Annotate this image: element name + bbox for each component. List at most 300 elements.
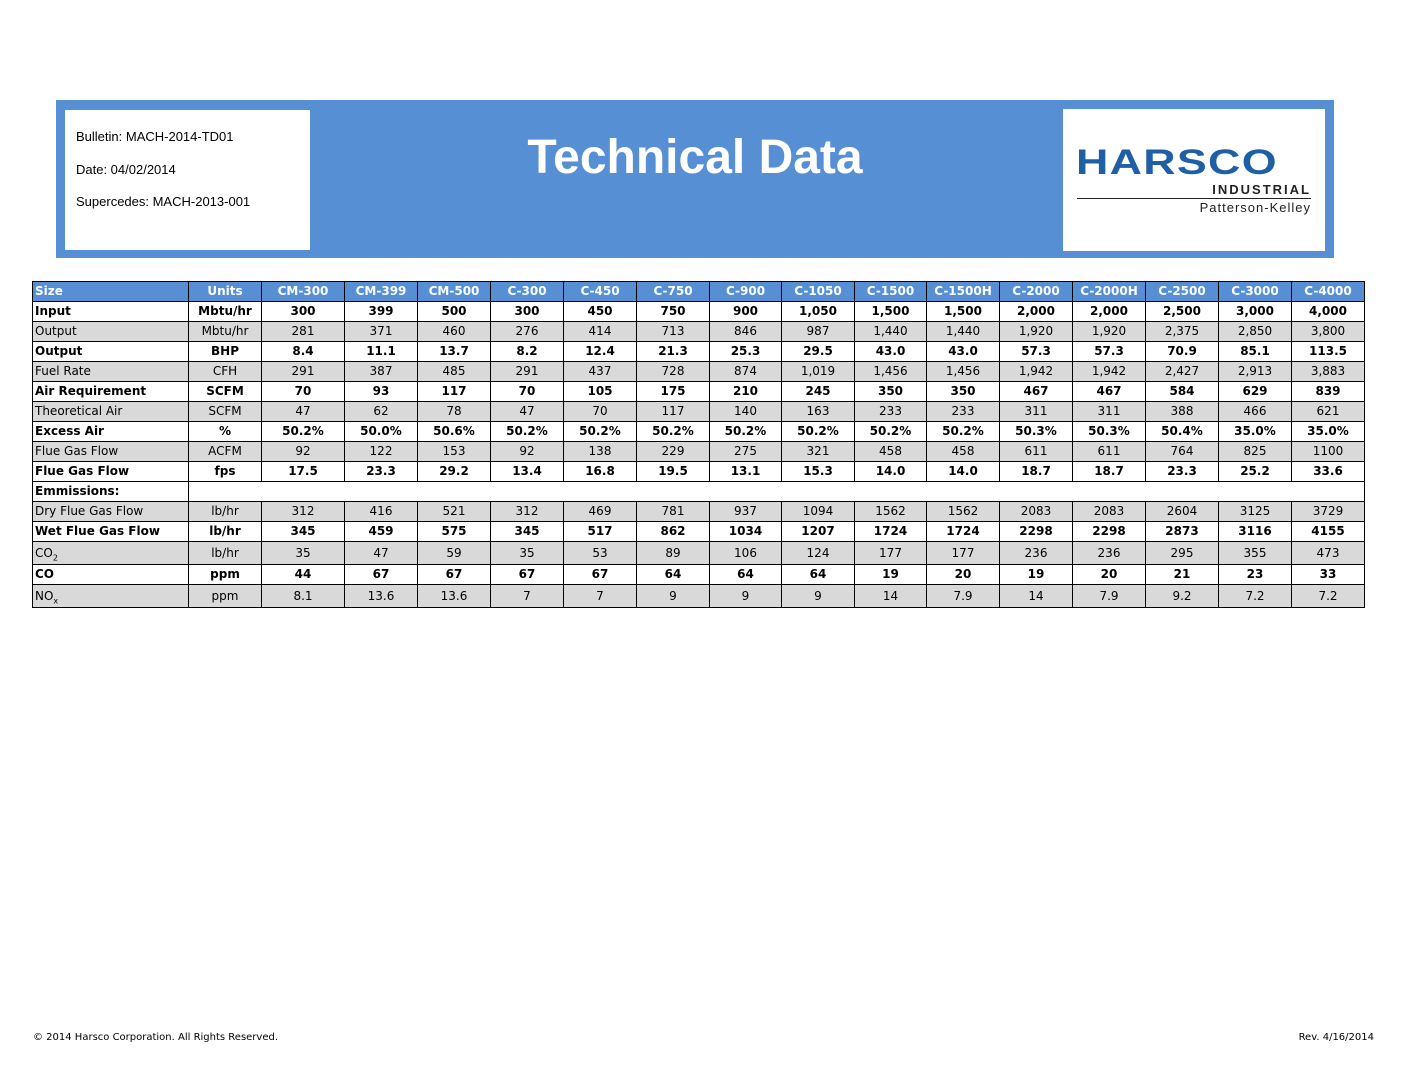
table-cell: 67 (564, 565, 637, 585)
table-cell: 14.0 (927, 462, 1000, 482)
table-cell: 8.1 (262, 585, 345, 608)
model-header: CM-399 (345, 282, 418, 302)
table-cell: 466 (1219, 402, 1292, 422)
row-label (33, 585, 189, 608)
table-row (33, 422, 1365, 442)
table-cell: 1034 (710, 522, 782, 542)
logo-wordmark: HARSCO (1076, 143, 1278, 182)
table-cell: 9 (637, 585, 710, 608)
table-cell: 311 (1000, 402, 1073, 422)
table-cell: 64 (637, 565, 710, 585)
table-cell: 521 (418, 502, 491, 522)
row-label-text: Flue Gas Flow (35, 464, 130, 478)
table-cell: 9 (710, 585, 782, 608)
size-header: Size (33, 282, 189, 302)
row-unit: SCFM (189, 382, 262, 402)
table-cell: 23.3 (345, 462, 418, 482)
bulletin-number: Bulletin: MACH-2014-TD01 (76, 129, 234, 144)
table-cell: 140 (710, 402, 782, 422)
table-cell: 14.0 (855, 462, 927, 482)
table-cell: 2,000 (1073, 302, 1146, 322)
table-cell: 236 (1000, 542, 1073, 565)
table-cell: 50.2% (710, 422, 782, 442)
table-cell: 8.2 (491, 342, 564, 362)
table-cell: 18.7 (1073, 462, 1146, 482)
table-cell: 62 (345, 402, 418, 422)
table-cell: 50.2% (637, 422, 710, 442)
table-cell: 500 (418, 302, 491, 322)
table-cell: 629 (1219, 382, 1292, 402)
logo-brand: Patterson-Kelley (1199, 200, 1311, 215)
table-cell: 14 (1000, 585, 1073, 608)
table-cell: 153 (418, 442, 491, 462)
table-cell: 67 (418, 565, 491, 585)
table-cell: 7.9 (1073, 585, 1146, 608)
table-cell: 1,920 (1000, 322, 1073, 342)
table-cell: 47 (491, 402, 564, 422)
table-cell: 20 (927, 565, 1000, 585)
table-cell: 469 (564, 502, 637, 522)
table-cell: 19.5 (637, 462, 710, 482)
table-cell: 138 (564, 442, 637, 462)
table-cell: 1562 (927, 502, 1000, 522)
table-cell: 312 (491, 502, 564, 522)
table-cell: 50.4% (1146, 422, 1219, 442)
row-unit: % (189, 422, 262, 442)
table-cell: 467 (1000, 382, 1073, 402)
table-cell: 467 (1073, 382, 1146, 402)
table-cell: 70 (262, 382, 345, 402)
table-cell: 485 (418, 362, 491, 382)
table-cell: 350 (927, 382, 1000, 402)
table-cell: 1562 (855, 502, 927, 522)
header-banner (56, 100, 1334, 258)
model-header: C-2000 (1000, 282, 1073, 302)
table-row (33, 565, 1365, 585)
table-cell: 50.2% (927, 422, 1000, 442)
table-cell: 611 (1000, 442, 1073, 462)
table-cell: 70 (564, 402, 637, 422)
row-unit: lb/hr (189, 542, 262, 565)
table-cell: 92 (491, 442, 564, 462)
table-cell: 300 (491, 302, 564, 322)
table-cell: 44 (262, 565, 345, 585)
table-cell: 16.8 (564, 462, 637, 482)
table-cell: 18.7 (1000, 462, 1073, 482)
table-cell: 50.0% (345, 422, 418, 442)
table-cell: 50.3% (1000, 422, 1073, 442)
table-cell: 437 (564, 362, 637, 382)
row-label-subscript: x (53, 596, 59, 606)
table-cell: 291 (491, 362, 564, 382)
table-cell: 345 (262, 522, 345, 542)
table-cell: 1,920 (1073, 322, 1146, 342)
table-cell: 1,440 (855, 322, 927, 342)
table-cell: 1,942 (1073, 362, 1146, 382)
table-cell: 12.4 (564, 342, 637, 362)
table-cell: 3,800 (1292, 322, 1365, 342)
table-cell: 163 (782, 402, 855, 422)
row-label-text: Theoretical Air (35, 404, 123, 418)
table-cell: 33.6 (1292, 462, 1365, 482)
row-unit: Mbtu/hr (189, 322, 262, 342)
table-cell: 7.2 (1219, 585, 1292, 608)
row-unit: lb/hr (189, 502, 262, 522)
table-cell: 14 (855, 585, 927, 608)
table-cell: 1724 (927, 522, 1000, 542)
row-label (33, 565, 189, 585)
table-cell: 764 (1146, 442, 1219, 462)
table-cell: 35 (262, 542, 345, 565)
table-cell: 92 (262, 442, 345, 462)
table-cell: 275 (710, 442, 782, 462)
table-cell: 29.2 (418, 462, 491, 482)
table-cell: 458 (927, 442, 1000, 462)
model-header: C-750 (637, 282, 710, 302)
table-cell: 50.2% (782, 422, 855, 442)
table-cell: 177 (855, 542, 927, 565)
table-cell: 106 (710, 542, 782, 565)
table-row (33, 542, 1365, 565)
emissions-label: Emmissions: (33, 482, 189, 502)
table-cell: 728 (637, 362, 710, 382)
table-cell: 11.1 (345, 342, 418, 362)
table-cell: 2604 (1146, 502, 1219, 522)
bulletin-date: Date: 04/02/2014 (76, 162, 176, 177)
model-header: C-900 (710, 282, 782, 302)
table-cell: 124 (782, 542, 855, 565)
table-cell: 388 (1146, 402, 1219, 422)
table-cell: 7.2 (1292, 585, 1365, 608)
model-header: C-1500 (855, 282, 927, 302)
table-cell: 1,500 (927, 302, 1000, 322)
table-cell: 9 (782, 585, 855, 608)
table-cell: 399 (345, 302, 418, 322)
row-label (33, 462, 189, 482)
row-label-text: CO (35, 567, 55, 581)
table-cell: 2,000 (1000, 302, 1073, 322)
row-unit: ppm (189, 565, 262, 585)
row-label-text: Excess Air (35, 424, 104, 438)
table-cell: 987 (782, 322, 855, 342)
table-cell: 839 (1292, 382, 1365, 402)
table-cell: 122 (345, 442, 418, 462)
table-cell: 750 (637, 302, 710, 322)
units-header: Units (189, 282, 262, 302)
table-cell: 355 (1219, 542, 1292, 565)
table-cell: 1,440 (927, 322, 1000, 342)
table-row (33, 462, 1365, 482)
table-cell: 900 (710, 302, 782, 322)
model-header: CM-300 (262, 282, 345, 302)
copyright-notice: © 2014 Harsco Corporation. All Rights Reserved. (33, 1032, 279, 1043)
table-cell: 291 (262, 362, 345, 382)
table-cell: 50.2% (491, 422, 564, 442)
table-cell: 21 (1146, 565, 1219, 585)
table-cell: 387 (345, 362, 418, 382)
row-label-text: Fuel Rate (35, 364, 91, 378)
table-cell: 7 (491, 585, 564, 608)
table-cell: 3116 (1219, 522, 1292, 542)
table-cell: 25.3 (710, 342, 782, 362)
table-cell: 621 (1292, 402, 1365, 422)
table-cell: 416 (345, 502, 418, 522)
table-cell: 7.9 (927, 585, 1000, 608)
table-cell: 2,427 (1146, 362, 1219, 382)
table-cell: 450 (564, 302, 637, 322)
table-cell: 23 (1219, 565, 1292, 585)
table-cell: 23.3 (1146, 462, 1219, 482)
table-cell: 210 (710, 382, 782, 402)
table-cell: 67 (491, 565, 564, 585)
table-cell: 2,850 (1219, 322, 1292, 342)
table-cell: 93 (345, 382, 418, 402)
table-cell: 414 (564, 322, 637, 342)
table-cell: 1094 (782, 502, 855, 522)
table-row (33, 302, 1365, 322)
table-cell: 59 (418, 542, 491, 565)
table-cell: 70.9 (1146, 342, 1219, 362)
row-unit: BHP (189, 342, 262, 362)
row-label (33, 322, 189, 342)
table-cell: 35.0% (1292, 422, 1365, 442)
table-row (33, 522, 1365, 542)
table-cell: 4155 (1292, 522, 1365, 542)
table-cell: 70 (491, 382, 564, 402)
model-header: C-1500H (927, 282, 1000, 302)
table-cell: 113.5 (1292, 342, 1365, 362)
table-cell: 300 (262, 302, 345, 322)
table-cell: 19 (855, 565, 927, 585)
table-cell: 15.3 (782, 462, 855, 482)
table-cell: 50.2% (262, 422, 345, 442)
table-row (33, 342, 1365, 362)
logo-divider (1077, 198, 1311, 199)
model-header: C-1050 (782, 282, 855, 302)
table-cell: 350 (855, 382, 927, 402)
table-cell: 29.5 (782, 342, 855, 362)
table-cell: 1724 (855, 522, 927, 542)
table-cell: 2,375 (1146, 322, 1219, 342)
table-cell: 13.4 (491, 462, 564, 482)
table-cell: 233 (855, 402, 927, 422)
table-cell: 229 (637, 442, 710, 462)
table-cell: 13.7 (418, 342, 491, 362)
table-cell: 874 (710, 362, 782, 382)
row-label (33, 342, 189, 362)
table-cell: 460 (418, 322, 491, 342)
table-cell: 67 (345, 565, 418, 585)
row-label (33, 502, 189, 522)
row-label (33, 302, 189, 322)
row-label (33, 522, 189, 542)
row-label-text: Flue Gas Flow (35, 444, 119, 458)
table-cell: 19 (1000, 565, 1073, 585)
table-cell: 64 (782, 565, 855, 585)
row-label (33, 402, 189, 422)
table-cell: 1,050 (782, 302, 855, 322)
table-cell: 1100 (1292, 442, 1365, 462)
logo-industrial: INDUSTRIAL (1212, 182, 1311, 197)
table-cell: 25.2 (1219, 462, 1292, 482)
model-header: C-300 (491, 282, 564, 302)
table-cell: 43.0 (927, 342, 1000, 362)
model-header: C-450 (564, 282, 637, 302)
page-title: Technical Data (527, 131, 863, 184)
table-cell: 50.6% (418, 422, 491, 442)
row-label-text: Air Requirement (35, 384, 147, 398)
table-row (33, 362, 1365, 382)
table-cell: 43.0 (855, 342, 927, 362)
row-unit: fps (189, 462, 262, 482)
row-label (33, 442, 189, 462)
table-cell: 862 (637, 522, 710, 542)
row-label-text: Output (35, 324, 77, 338)
model-header: C-2000H (1073, 282, 1146, 302)
table-cell: 4,000 (1292, 302, 1365, 322)
row-unit: ACFM (189, 442, 262, 462)
table-row (33, 402, 1365, 422)
model-header: C-4000 (1292, 282, 1365, 302)
row-label-text: CO (35, 546, 53, 560)
table-cell: 13.1 (710, 462, 782, 482)
table-cell: 2298 (1000, 522, 1073, 542)
table-cell: 321 (782, 442, 855, 462)
table-cell: 575 (418, 522, 491, 542)
table-cell: 245 (782, 382, 855, 402)
table-cell: 17.5 (262, 462, 345, 482)
table-cell: 2,500 (1146, 302, 1219, 322)
table-cell: 1,456 (855, 362, 927, 382)
row-label-text: Dry Flue Gas Flow (35, 504, 144, 518)
emissions-section-row (33, 482, 1365, 502)
table-cell: 1,942 (1000, 362, 1073, 382)
row-unit: ppm (189, 585, 262, 608)
table-cell: 117 (418, 382, 491, 402)
table-cell: 371 (345, 322, 418, 342)
table-cell: 105 (564, 382, 637, 402)
model-header: C-3000 (1219, 282, 1292, 302)
row-label (33, 362, 189, 382)
table-cell: 2083 (1073, 502, 1146, 522)
table-cell: 517 (564, 522, 637, 542)
table-cell: 117 (637, 402, 710, 422)
table-cell: 175 (637, 382, 710, 402)
row-label (33, 382, 189, 402)
table-row (33, 322, 1365, 342)
table-cell: 78 (418, 402, 491, 422)
table-cell: 825 (1219, 442, 1292, 462)
emissions-blank-cell (189, 482, 1365, 502)
row-label-text: Input (35, 304, 71, 318)
table-cell: 345 (491, 522, 564, 542)
row-unit: CFH (189, 362, 262, 382)
table-cell: 57.3 (1000, 342, 1073, 362)
table-cell: 85.1 (1219, 342, 1292, 362)
table-cell: 20 (1073, 565, 1146, 585)
table-row (33, 382, 1365, 402)
technical-data-table (32, 281, 1365, 608)
table-cell: 781 (637, 502, 710, 522)
table-cell: 459 (345, 522, 418, 542)
table-cell: 35 (491, 542, 564, 565)
table-cell: 236 (1073, 542, 1146, 565)
table-cell: 584 (1146, 382, 1219, 402)
row-label (33, 422, 189, 442)
table-cell: 2873 (1146, 522, 1219, 542)
table-cell: 53 (564, 542, 637, 565)
table-cell: 473 (1292, 542, 1365, 565)
table-cell: 846 (710, 322, 782, 342)
table-cell: 33 (1292, 565, 1365, 585)
row-unit: SCFM (189, 402, 262, 422)
table-cell: 35.0% (1219, 422, 1292, 442)
model-header: C-2500 (1146, 282, 1219, 302)
revision-note: Rev. 4/16/2014 (1298, 1032, 1374, 1043)
table-cell: 3729 (1292, 502, 1365, 522)
table-cell: 311 (1073, 402, 1146, 422)
row-label (33, 542, 189, 565)
table-cell: 47 (262, 402, 345, 422)
table-cell: 50.2% (855, 422, 927, 442)
table-cell: 8.4 (262, 342, 345, 362)
table-cell: 50.3% (1073, 422, 1146, 442)
table-cell: 13.6 (345, 585, 418, 608)
table-cell: 1,019 (782, 362, 855, 382)
table-cell: 276 (491, 322, 564, 342)
table-cell: 281 (262, 322, 345, 342)
table-cell: 2,913 (1219, 362, 1292, 382)
table-row (33, 585, 1365, 608)
table-cell: 7 (564, 585, 637, 608)
table-cell: 47 (345, 542, 418, 565)
row-unit: lb/hr (189, 522, 262, 542)
row-label-text: Output (35, 344, 83, 358)
model-header: CM-500 (418, 282, 491, 302)
table-cell: 177 (927, 542, 1000, 565)
table-cell: 1,456 (927, 362, 1000, 382)
table-cell: 3,883 (1292, 362, 1365, 382)
table-cell: 50.2% (564, 422, 637, 442)
supercedes-note: Supercedes: MACH-2013-001 (76, 194, 251, 209)
table-cell: 3,000 (1219, 302, 1292, 322)
table-cell: 458 (855, 442, 927, 462)
table-cell: 9.2 (1146, 585, 1219, 608)
table-row (33, 502, 1365, 522)
row-label-text: Wet Flue Gas Flow (35, 524, 160, 538)
table-cell: 64 (710, 565, 782, 585)
table-cell: 13.6 (418, 585, 491, 608)
row-unit: Mbtu/hr (189, 302, 262, 322)
table-cell: 937 (710, 502, 782, 522)
row-label-subscript: 2 (52, 553, 58, 563)
table-cell: 295 (1146, 542, 1219, 565)
table-cell: 21.3 (637, 342, 710, 362)
table-cell: 57.3 (1073, 342, 1146, 362)
table-row (33, 442, 1365, 462)
harsco-logo (1063, 109, 1325, 251)
table-cell: 713 (637, 322, 710, 342)
row-label-text: NO (35, 589, 54, 603)
table-cell: 233 (927, 402, 1000, 422)
table-cell: 89 (637, 542, 710, 565)
table-cell: 3125 (1219, 502, 1292, 522)
table-cell: 611 (1073, 442, 1146, 462)
table-header-row (33, 282, 1365, 302)
table-cell: 312 (262, 502, 345, 522)
table-cell: 2298 (1073, 522, 1146, 542)
table-cell: 1,500 (855, 302, 927, 322)
